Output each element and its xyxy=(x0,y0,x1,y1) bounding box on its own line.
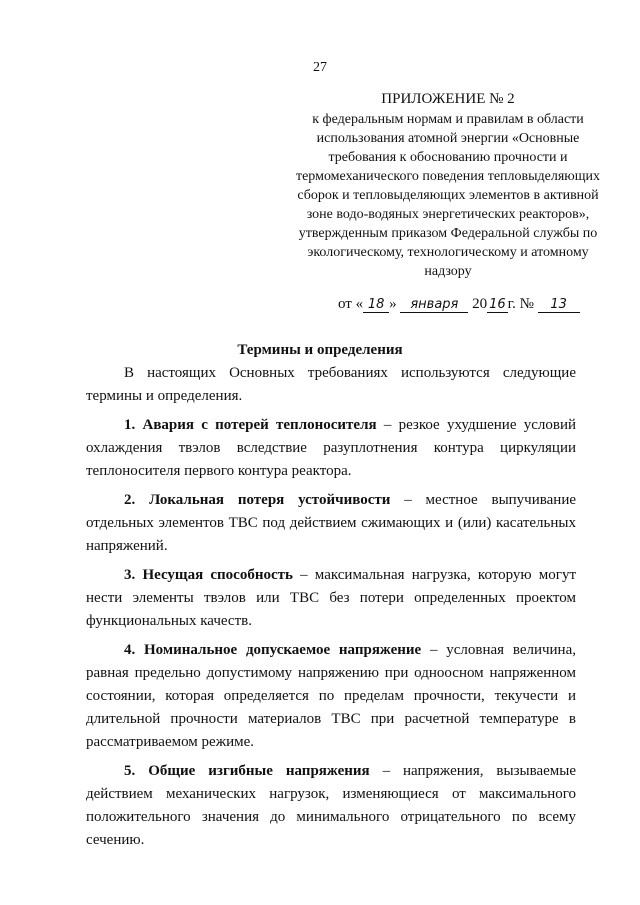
term-name: Несущая способность xyxy=(142,567,293,583)
term-name: Локальная потеря устойчивости xyxy=(149,492,391,508)
order-year-prefix: 20 xyxy=(472,296,488,312)
order-day: 18 xyxy=(363,298,389,313)
term-definition: – условная величина, равная предельно допустимому напряжению при одноосном напряженном состоянии, которая определяется по пределам прочности, текучести и длительной прочности материалов ТВС при расчетной температуре в рассматриваемом режиме. xyxy=(86,642,576,750)
order-day-close: » xyxy=(389,296,397,312)
appendix-block xyxy=(288,90,608,281)
term-number: 1. xyxy=(124,417,136,433)
term-number: 5. xyxy=(124,763,136,779)
term-name: Авария с потерей теплоносителя xyxy=(142,417,377,433)
term-item xyxy=(86,489,576,558)
term-number: 2. xyxy=(124,492,136,508)
order-date-line xyxy=(338,296,618,313)
term-number: 3. xyxy=(124,567,136,583)
term-definition: – максимальная нагрузка, которую могут нести элементы твэлов или ТВС без потери определенных проектом функциональных качеств. xyxy=(86,567,577,629)
term-definition: – местное выпучивание отдельных элементов ТВС под действием сжимающих и (или) касательных напряжений. xyxy=(86,492,577,554)
term-item xyxy=(86,414,576,483)
body-text xyxy=(86,362,576,858)
term-number: 4. xyxy=(124,642,136,658)
term-item xyxy=(86,639,576,754)
page-number: 27 xyxy=(313,60,327,75)
order-number-label: г. № xyxy=(507,296,534,312)
term-definition: – напряжения, вызываемые действием механических нагрузок, изменяющиеся от максимального положительного значения до минимального отрицательного по всему сечению. xyxy=(86,763,576,848)
order-year-suffix: 16 xyxy=(489,297,506,312)
section-title: Термины и определения xyxy=(237,342,403,358)
appendix-text: к федеральным нормам и правилам в области использования атомной энергии «Основные требования к обоснованию прочности и термомеханического поведения тепловыделяющих сборок и тепловыделяющих элементов в активной зоне водо-водяных энергетических реакторов», утвержденным приказом Федеральной службы по экологическому, технологическому и атомному надзору xyxy=(295,112,601,279)
term-item xyxy=(86,564,576,633)
order-prefix: от « xyxy=(338,296,364,312)
term-name: Номинальное допускаемое напряжение xyxy=(144,642,422,658)
term-name: Общие изгибные напряжения xyxy=(148,763,370,779)
intro-paragraph: В настоящих Основных требованиях используются следующие термины и определения. xyxy=(86,365,576,404)
term-item xyxy=(86,760,576,852)
appendix-title: ПРИЛОЖЕНИЕ № 2 xyxy=(381,91,515,107)
order-number: 13 xyxy=(538,298,580,313)
order-month: января xyxy=(400,298,468,313)
term-definition: – резкое ухудшение условий охлаждения твэлов вследствие разуплотнения контура циркуляции теплоносителя первого контура реактора. xyxy=(86,417,577,479)
